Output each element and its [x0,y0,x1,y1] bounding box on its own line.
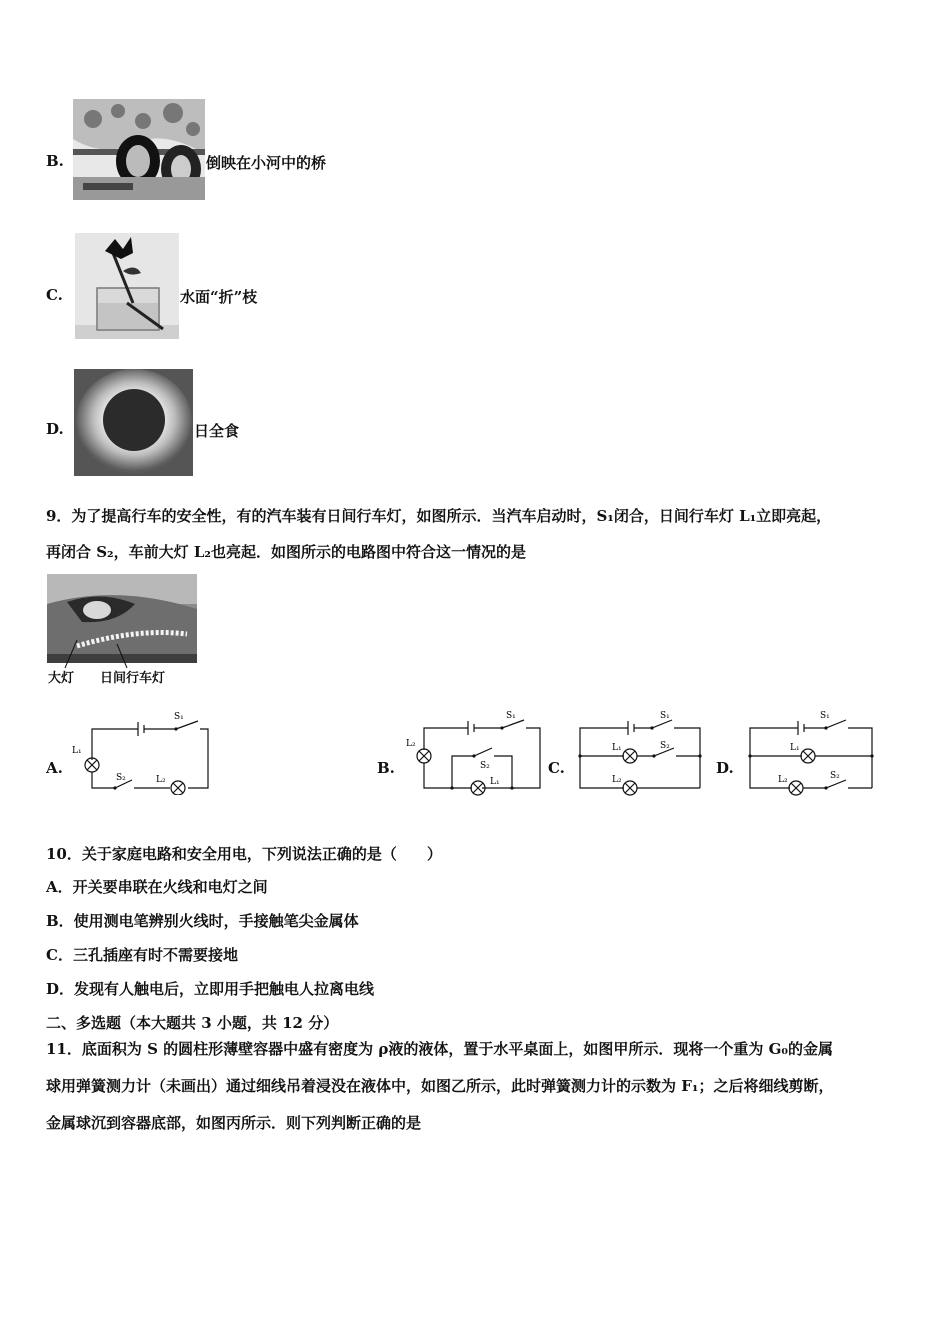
svg-text:S₁: S₁ [820,711,830,721]
circuit-b [402,706,550,801]
solar-eclipse-image [74,369,193,476]
circuit-a [70,710,215,795]
svg-text:L₁: L₁ [72,746,82,756]
option-d-letter: D. [46,420,64,438]
svg-text:L₁: L₁ [490,777,500,787]
label-daytime-light: 日间行车灯 [100,671,166,686]
svg-text:L₂: L₂ [778,775,788,785]
q10-option-a: A．开关要串联在火线和电灯之间 [46,878,268,896]
q9-option-b-letter: B. [377,759,395,777]
svg-text:S₁: S₁ [660,711,670,721]
svg-text:S₂: S₂ [830,771,840,781]
svg-text:L₁: L₁ [612,743,622,753]
q9-option-d-letter: D. [716,759,734,777]
q9-option-a-letter: A. [46,759,63,777]
section-heading: 二、多选题（本大题共 3 小题，共 12 分） [46,1014,339,1032]
svg-text:S₁: S₁ [174,712,184,722]
option-b-letter: B. [46,152,64,170]
option-b-caption: 倒映在小河中的桥 [206,154,327,172]
option-d-caption: 日全食 [194,422,240,440]
svg-text:S₁: S₁ [506,711,516,721]
q9-stem-line2: 再闭合 S₂，车前大灯 L₂也亮起．如图所示的电路图中符合这一情况的是 [46,543,526,561]
svg-text:L₁: L₁ [790,743,800,753]
q11-line3: 金属球沉到容器底部，如图丙所示．则下列判断正确的是 [46,1114,422,1132]
label-headlight: 大灯 [48,671,75,686]
q9-stem-line1: 9．为了提高行车的安全性，有的汽车装有日间行车灯，如图所示．当汽车启动时，S₁闭合，日间行车灯 L₁立即亮起， [46,507,832,525]
svg-text:S₂: S₂ [660,741,670,751]
svg-text:L₂: L₂ [406,739,416,749]
q9-option-c-letter: C. [548,759,565,777]
svg-text:S₂: S₂ [116,773,126,783]
option-c-letter: C. [46,286,63,304]
q10-option-c: C．三孔插座有时不需要接地 [46,946,238,964]
q10-option-b: B．使用测电笔辨别火线时，手接触笔尖金属体 [46,912,359,930]
q11-line2: 球用弹簧测力计（未画出）通过细线吊着浸没在液体中，如图乙所示，此时弹簧测力计的示数为 F₁；之后将细线剪断， [46,1077,834,1095]
circuit-c [572,706,707,801]
photo-pointer-lines [47,640,167,670]
q11-line1: 11．底面积为 S 的圆柱形薄壁容器中盛有密度为 ρ液的液体，置于水平桌面上，如图甲所示．现将一个重为 G₀的金属 [46,1040,833,1058]
circuit-d [742,706,882,801]
q10-stem: 10．关于家庭电路和安全用电，下列说法正确的是（ ） [46,845,442,863]
svg-text:L₂: L₂ [612,775,622,785]
svg-text:S₂: S₂ [480,761,490,771]
bent-branch-image [75,233,179,339]
bridge-reflection-image [73,99,205,200]
option-c-caption: 水面“折”枝 [180,288,258,306]
q10-option-d: D．发现有人触电后，立即用手把触电人拉离电线 [46,980,375,998]
svg-text:L₂: L₂ [156,775,166,785]
